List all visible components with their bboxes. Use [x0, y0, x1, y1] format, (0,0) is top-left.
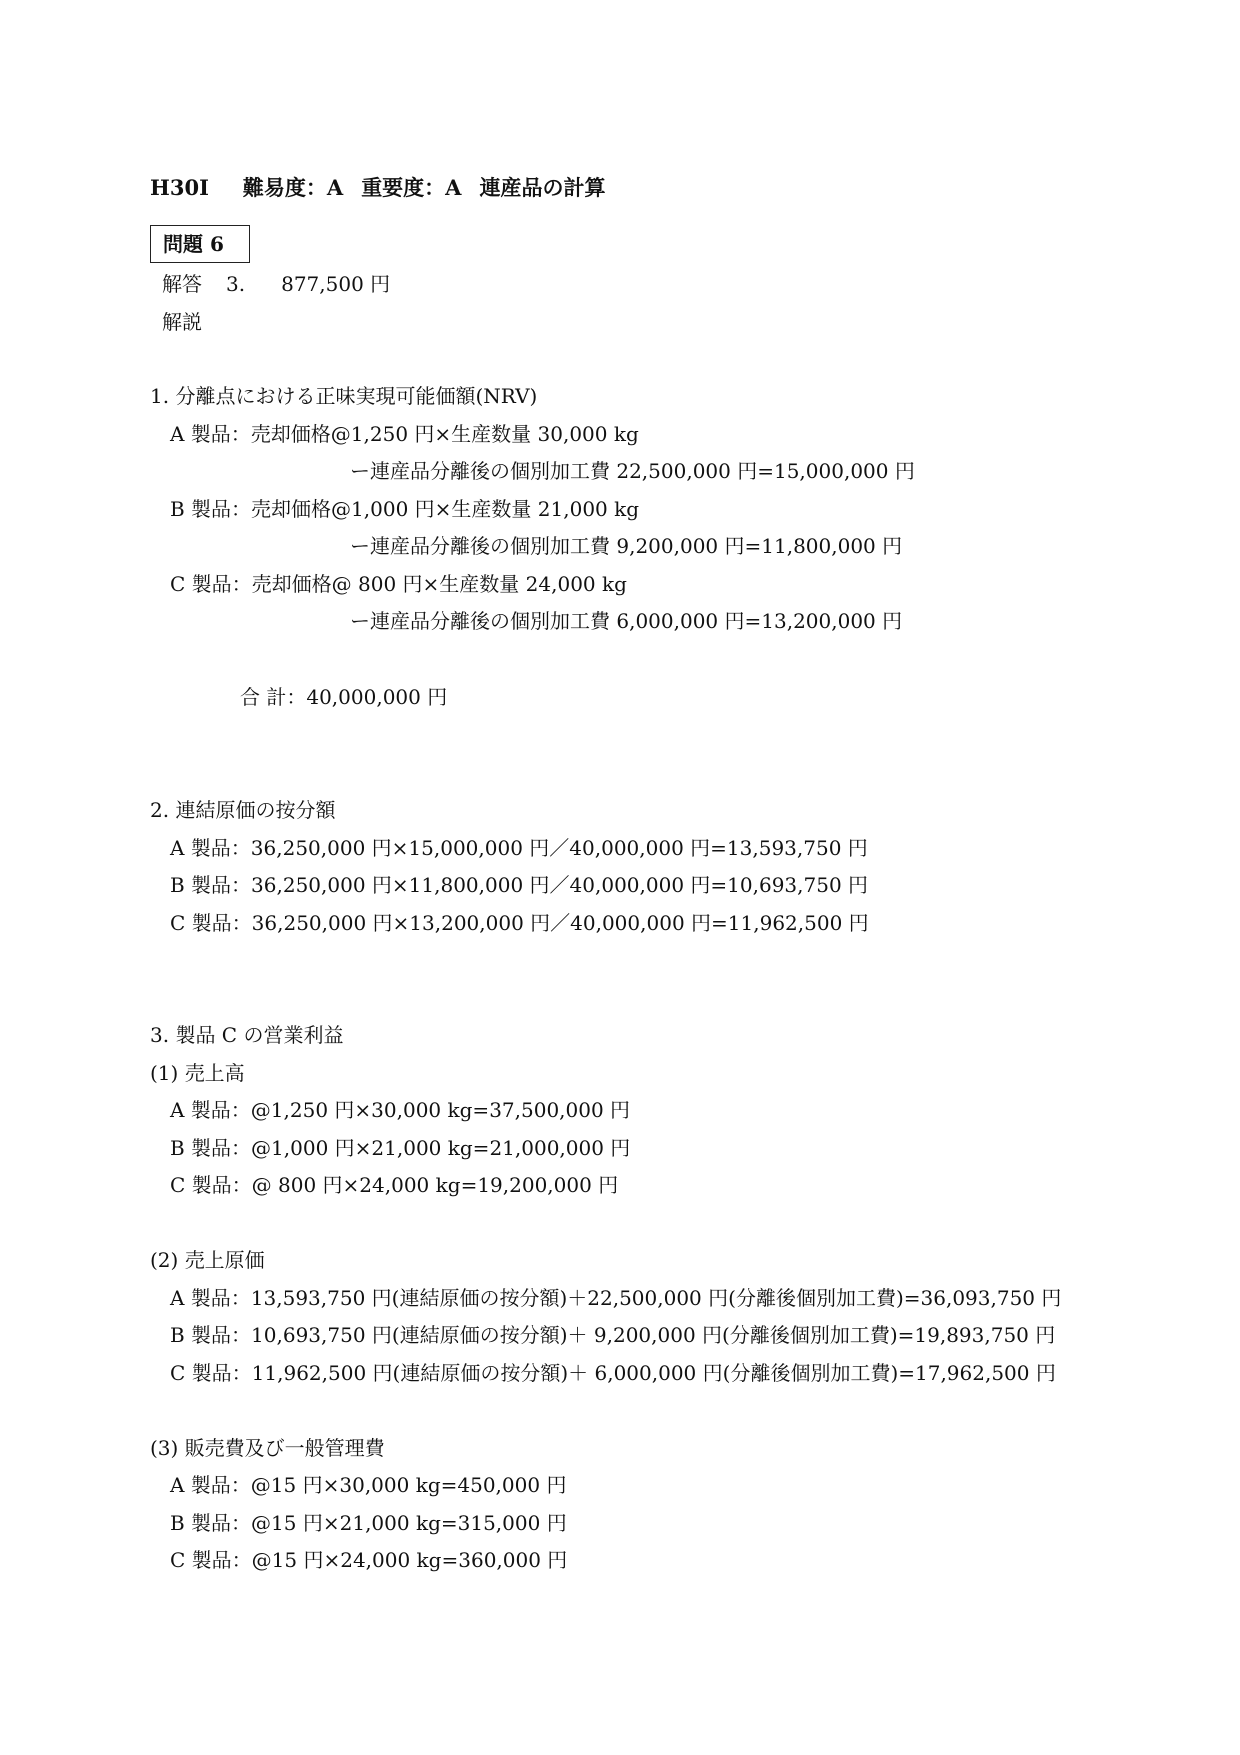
section2-product-a: A 製品：36,250,000 円×15,000,000 円／40,000,000 円=13,593,750 円 [170, 836, 868, 860]
section3-sub2-product-a: A 製品：13,593,750 円(連結原価の按分額)＋22,500,000 円(分離後個別加工費)=36,093,750 円 [170, 1286, 1062, 1310]
section1-product-a-line2: ー連産品分離後の個別加工費 22,500,000 円=15,000,000 円 [350, 459, 915, 483]
section1-product-c-line2: ー連産品分離後の個別加工費 6,000,000 円=13,200,000 円 [350, 609, 903, 633]
problem-number-box: 問題 6 [150, 225, 250, 263]
importance-label: 重要度：A [361, 175, 462, 200]
section3-sub1-heading: (1) 売上高 [150, 1061, 245, 1085]
section3-sub2-product-c: C 製品：11,962,500 円(連結原価の按分額)＋ 6,000,000 円(分離後個別加工費)=17,962,500 円 [170, 1361, 1056, 1385]
exam-code: H30I [150, 175, 209, 200]
section3-sub2-product-b: B 製品：10,693,750 円(連結原価の按分額)＋ 9,200,000 円(分離後個別加工費)=19,893,750 円 [170, 1323, 1056, 1347]
answer-choice: 3. [226, 272, 246, 296]
section3-sub1-product-b: B 製品：@1,000 円×21,000 kg=21,000,000 円 [170, 1136, 631, 1160]
section1-heading: 1. 分離点における正味実現可能価額(NRV) [150, 384, 538, 408]
answer-label: 解答 [162, 272, 202, 296]
topic-label: 連産品の計算 [479, 175, 606, 200]
section2-heading: 2. 連結原価の按分額 [150, 798, 336, 822]
section1-total: 合 計：40,000,000 円 [240, 685, 448, 709]
section3-sub1-product-a: A 製品：@1,250 円×30,000 kg=37,500,000 円 [170, 1098, 631, 1122]
section3-sub3-product-b: B 製品：@15 円×21,000 kg=315,000 円 [170, 1511, 567, 1535]
section3-heading: 3. 製品 C の営業利益 [150, 1023, 344, 1047]
section1-product-a-line1: A 製品：売却価格@1,250 円×生産数量 30,000 kg [170, 422, 639, 446]
section1-product-c-line1: C 製品：売却価格@ 800 円×生産数量 24,000 kg [170, 572, 627, 596]
section3-sub1-product-c: C 製品：@ 800 円×24,000 kg=19,200,000 円 [170, 1173, 619, 1197]
explanation-label: 解説 [162, 310, 202, 334]
section3-sub3-product-c: C 製品：@15 円×24,000 kg=360,000 円 [170, 1548, 568, 1572]
section3-sub3-heading: (3) 販売費及び一般管理費 [150, 1436, 385, 1460]
answer-value: 877,500 円 [281, 272, 391, 296]
difficulty-label: 難易度：A [242, 175, 344, 200]
answer-line [162, 272, 390, 296]
section2-product-b: B 製品：36,250,000 円×11,800,000 円／40,000,000 円=10,693,750 円 [170, 873, 869, 897]
section3-sub2-heading: (2) 売上原価 [150, 1248, 265, 1272]
section3-sub3-product-a: A 製品：@15 円×30,000 kg=450,000 円 [170, 1473, 567, 1497]
page-title [150, 176, 605, 200]
section1-product-b-line1: B 製品：売却価格@1,000 円×生産数量 21,000 kg [170, 497, 640, 521]
section2-product-c: C 製品：36,250,000 円×13,200,000 円／40,000,000 円=11,962,500 円 [170, 911, 869, 935]
section1-product-b-line2: ー連産品分離後の個別加工費 9,200,000 円=11,800,000 円 [350, 534, 903, 558]
